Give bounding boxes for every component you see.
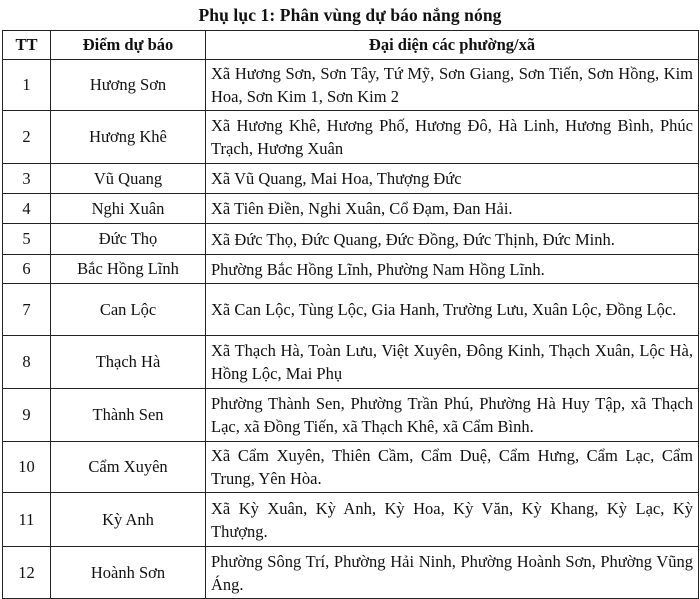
cell-representative-wards: Xã Tiên Điền, Nghi Xuân, Cổ Đạm, Đan Hải.	[206, 194, 699, 224]
cell-forecast-point: Vũ Quang	[51, 164, 206, 194]
cell-forecast-point: Nghi Xuân	[51, 194, 206, 224]
cell-forecast-point: Cẩm Xuyên	[51, 442, 206, 493]
cell-forecast-point: Bắc Hồng Lĩnh	[51, 255, 206, 284]
cell-forecast-point: Thành Sen	[51, 389, 206, 442]
cell-forecast-point: Hoành Sơn	[51, 547, 206, 599]
cell-representative-wards: Xã Đức Thọ, Đức Quang, Đức Đồng, Đức Thịnh, Đức Minh.	[206, 224, 699, 255]
cell-tt: 2	[3, 111, 51, 164]
header-representative-wards: Đại diện các phường/xã	[206, 31, 699, 60]
document-title: Phụ lục 1: Phân vùng dự báo nắng nóng	[198, 5, 502, 25]
cell-representative-wards: Xã Can Lộc, Tùng Lộc, Gia Hanh, Trường Lưu, Xuân Lộc, Đồng Lộc.	[206, 284, 699, 336]
header-forecast-point: Điểm dự báo	[51, 31, 206, 60]
table-row	[3, 493, 699, 547]
cell-tt: 9	[3, 389, 51, 442]
table-row	[3, 164, 699, 194]
cell-forecast-point: Hương Sơn	[51, 60, 206, 111]
table-row	[3, 60, 699, 111]
table-row	[3, 111, 699, 164]
table-header-row	[3, 31, 699, 60]
cell-representative-wards: Xã Vũ Quang, Mai Hoa, Thượng Đức	[206, 164, 699, 194]
cell-representative-wards: Xã Hương Sơn, Sơn Tây, Tứ Mỹ, Sơn Giang, Sơn Tiến, Sơn Hồng, Kim Hoa, Sơn Kim 1, Sơn Kim 2	[206, 60, 699, 111]
table-row	[3, 284, 699, 336]
cell-tt: 6	[3, 255, 51, 284]
table-row	[3, 442, 699, 493]
cell-representative-wards: Xã Hương Khê, Hương Phố, Hương Đô, Hà Linh, Hương Bình, Phúc Trạch, Hương Xuân	[206, 111, 699, 164]
cell-forecast-point: Đức Thọ	[51, 224, 206, 255]
cell-representative-wards: Xã Kỳ Xuân, Kỳ Anh, Kỳ Hoa, Kỳ Văn, Kỳ Khang, Kỳ Lạc, Kỳ Thượng.	[206, 493, 699, 547]
table-row	[3, 547, 699, 599]
cell-representative-wards: Xã Thạch Hà, Toàn Lưu, Việt Xuyên, Đông Kinh, Thạch Xuân, Lộc Hà, Hồng Lộc, Mai Phụ	[206, 336, 699, 389]
cell-tt: 8	[3, 336, 51, 389]
cell-tt: 10	[3, 442, 51, 493]
table-row	[3, 255, 699, 284]
cell-representative-wards: Phường Sông Trí, Phường Hải Ninh, Phường Hoành Sơn, Phường Vũng Áng.	[206, 547, 699, 599]
cell-tt: 5	[3, 224, 51, 255]
header-tt: TT	[3, 31, 51, 60]
cell-tt: 7	[3, 284, 51, 336]
table-row	[3, 194, 699, 224]
cell-forecast-point: Can Lộc	[51, 284, 206, 336]
cell-forecast-point: Hương Khê	[51, 111, 206, 164]
cell-tt: 4	[3, 194, 51, 224]
table-row	[3, 389, 699, 442]
cell-forecast-point: Thạch Hà	[51, 336, 206, 389]
forecast-zone-table	[2, 30, 699, 599]
table-row	[3, 224, 699, 255]
cell-tt: 3	[3, 164, 51, 194]
cell-representative-wards: Phường Thành Sen, Phường Trần Phú, Phường Hà Huy Tập, xã Thạch Lạc, xã Đồng Tiến, xã Thạch Khê, xã Cẩm Bình.	[206, 389, 699, 442]
cell-forecast-point: Kỳ Anh	[51, 493, 206, 547]
cell-representative-wards: Phường Bắc Hồng Lĩnh, Phường Nam Hồng Lĩnh.	[206, 255, 699, 284]
cell-tt: 1	[3, 60, 51, 111]
cell-representative-wards: Xã Cẩm Xuyên, Thiên Cầm, Cẩm Duệ, Cẩm Hưng, Cẩm Lạc, Cẩm Trung, Yên Hòa.	[206, 442, 699, 493]
cell-tt: 11	[3, 493, 51, 547]
table-row	[3, 336, 699, 389]
cell-tt: 12	[3, 547, 51, 599]
